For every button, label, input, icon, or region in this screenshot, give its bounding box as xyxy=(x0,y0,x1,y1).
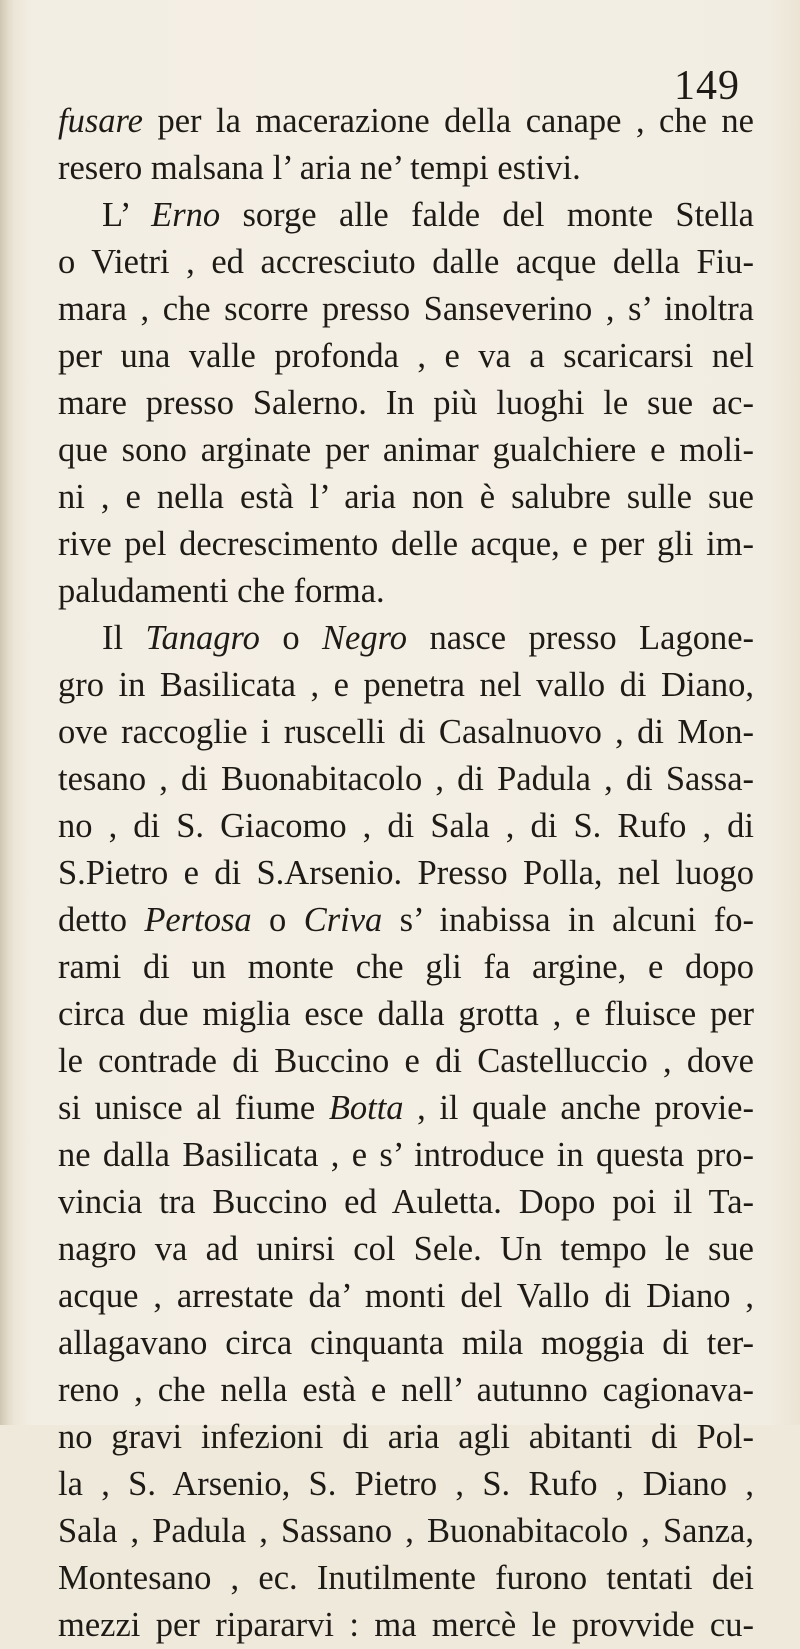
text-run: S.Pietro e di S.Arsenio. Presso Polla, nel luogo xyxy=(58,854,754,892)
text-line xyxy=(58,756,754,803)
text-line xyxy=(58,1461,754,1508)
text-line xyxy=(58,615,754,662)
text-run: tesano , di Buonabitacolo , di Padula , di Sassa- xyxy=(58,760,754,798)
body-text xyxy=(58,98,754,1649)
text-run: acque , arrestate da’ monti del Vallo di Diano , xyxy=(58,1277,754,1315)
text-run: resero malsana l’ aria ne’ tempi estivi. xyxy=(58,149,581,187)
text-run: circa due miglia esce dalla grotta , e fluisce per xyxy=(58,995,754,1033)
text-run: que sono arginate per animar gualchiere e moli- xyxy=(58,431,754,469)
text-line xyxy=(58,1320,754,1367)
text-run: rami di un monte che gli fa argine, e dopo xyxy=(58,948,754,986)
text-run: allagavano circa cinquanta mila moggia di ter- xyxy=(58,1324,754,1362)
text-line xyxy=(58,1414,754,1461)
text-run: s’ inabissa in alcuni fo- xyxy=(382,901,754,939)
text-run: mare presso Salerno. In più luoghi le sue ac- xyxy=(58,384,754,422)
text-line xyxy=(58,991,754,1038)
text-line xyxy=(58,709,754,756)
page-number: 149 xyxy=(674,63,740,109)
text-run: o xyxy=(259,619,323,657)
text-run: nagro va ad unirsi col Sele. Un tempo le sue xyxy=(58,1230,754,1268)
text-run: detto xyxy=(58,901,145,939)
text-line xyxy=(58,662,754,709)
italic-term: Pertosa xyxy=(144,901,252,939)
text-run: no , di S. Giacomo , di Sala , di S. Rufo , di xyxy=(58,807,754,845)
italic-term: Erno xyxy=(151,196,221,234)
text-run: ni , e nella està l’ aria non è salubre sulle sue xyxy=(58,478,754,516)
text-run: o Vietri , ed accresciuto dalle acque della Fiu- xyxy=(58,243,754,281)
text-run: Montesano , ec. Inutilmente furono tentati dei xyxy=(58,1559,754,1597)
text-line xyxy=(58,145,754,192)
text-run: L’ xyxy=(102,196,152,234)
text-line xyxy=(58,474,754,521)
text-line xyxy=(58,1226,754,1273)
text-run: Sala , Padula , Sassano , Buonabitacolo , Sanza, xyxy=(58,1512,754,1550)
text-line xyxy=(58,897,754,944)
text-run: , il quale anche provie- xyxy=(403,1089,754,1127)
text-run: si unisce al fiume xyxy=(58,1089,329,1127)
text-run: ne dalla Basilicata , e s’ introduce in questa pro- xyxy=(58,1136,754,1174)
italic-term: Criva xyxy=(303,901,383,939)
text-line xyxy=(58,1555,754,1602)
text-line xyxy=(58,1038,754,1085)
text-run: ove raccoglie i ruscelli di Casalnuovo , di Mon- xyxy=(58,713,754,751)
text-line xyxy=(58,803,754,850)
italic-term: Negro xyxy=(322,619,408,657)
text-run: la , S. Arsenio, S. Pietro , S. Rufo , Diano , xyxy=(58,1465,754,1503)
text-line xyxy=(58,944,754,991)
text-run: mara , che scorre presso Sanseverino , s’ inoltra xyxy=(58,290,754,328)
text-run: rive pel decrescimento delle acque, e per gli im- xyxy=(58,525,754,563)
italic-term: Tanagro xyxy=(145,619,260,657)
text-run: vincia tra Buccino ed Auletta. Dopo poi il Ta- xyxy=(58,1183,754,1221)
text-line xyxy=(58,98,754,145)
text-line xyxy=(58,1273,754,1320)
text-run: per una valle profonda , e va a scaricarsi nel xyxy=(58,337,754,375)
text-run: reno , che nella està e nell’ autunno cagionava- xyxy=(58,1371,754,1409)
text-line xyxy=(58,1179,754,1226)
text-line xyxy=(58,333,754,380)
text-line xyxy=(58,568,754,615)
page-binding-edge xyxy=(0,0,14,1425)
text-run: le contrade di Buccino e di Castelluccio , dove xyxy=(58,1042,754,1080)
text-line xyxy=(58,380,754,427)
text-line xyxy=(58,1085,754,1132)
italic-term: fusare xyxy=(58,102,143,140)
text-run: per la macerazione della canape , che ne xyxy=(142,102,754,140)
text-line xyxy=(58,850,754,897)
text-run: Il xyxy=(102,619,146,657)
text-run: no gravi infezioni di aria agli abitanti di Pol- xyxy=(58,1418,754,1456)
text-run: nasce presso Lagone- xyxy=(407,619,754,657)
text-line xyxy=(58,1508,754,1555)
text-line xyxy=(58,239,754,286)
text-line xyxy=(58,286,754,333)
text-line xyxy=(58,1132,754,1179)
text-line xyxy=(58,192,754,239)
italic-term: Botta xyxy=(328,1089,404,1127)
text-line xyxy=(58,521,754,568)
text-line xyxy=(58,427,754,474)
text-run: gro in Basilicata , e penetra nel vallo di Diano, xyxy=(58,666,754,704)
text-run: o xyxy=(251,901,304,939)
text-run: mezzi per ripararvi : ma mercè le provvide cu- xyxy=(58,1606,754,1644)
text-run: paludamenti che forma. xyxy=(58,572,385,610)
text-run: sorge alle falde del monte Stella xyxy=(220,196,754,234)
text-line xyxy=(58,1602,754,1649)
text-line xyxy=(58,1367,754,1414)
